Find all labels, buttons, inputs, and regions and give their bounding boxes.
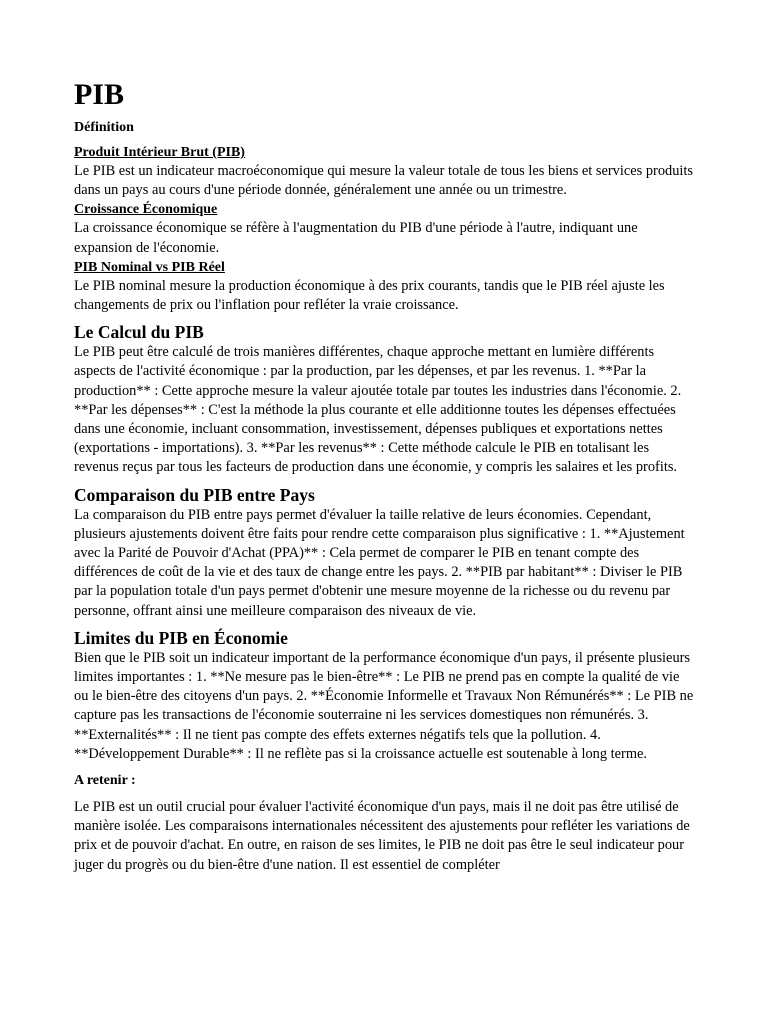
term-nominal-reel-text: Le PIB nominal mesure la production économique à des prix courants, tandis que le PIB réel ajuste les changements de prix ou l'inflation pour refléter la vraie croissance. bbox=[74, 277, 665, 314]
section-text-calcul: Le PIB peut être calculé de trois manières différentes, chaque approche mettant en lumière différents aspects de l'activité économique : par la production, par les dépenses, et par les revenus. 1. **Par la production** : Cette approche mesure la valeur ajoutée totale par toutes les industries dans l'économie. 2. **Par les dépenses** : C'est la méthode la plus courante et elle additionne toutes les dépenses effectuées dans une économie, incluant consommation, investissement, dépenses publiques et exportations nettes (exportations - importations). 3. **Par les revenus** : Cette méthode calcule le PIB en totalisant les revenus reçus par tous les facteurs de production dans une économie, y compris les salaires et les profits. bbox=[74, 344, 682, 476]
section-heading-limites: Limites du PIB en Économie bbox=[74, 627, 288, 648]
section-heading-comparaison: Comparaison du PIB entre Pays bbox=[74, 484, 315, 505]
term-nominal-reel: PIB Nominal vs PIB Réel bbox=[74, 259, 225, 275]
page-title: PIB bbox=[74, 78, 125, 111]
term-croissance: Croissance Économique bbox=[74, 202, 218, 218]
section-comparaison bbox=[74, 485, 696, 621]
definition-section bbox=[74, 119, 696, 315]
term-pib: Produit Intérieur Brut (PIB) bbox=[74, 145, 245, 160]
document-page bbox=[74, 78, 696, 875]
section-limites bbox=[74, 628, 696, 764]
retenir-heading: A retenir : bbox=[74, 773, 136, 789]
section-text-comparaison: La comparaison du PIB entre pays permet d'évaluer la taille relative de leurs économies. Cependant, plusieurs ajustements doivent être faits pour rendre cette comparaison plus significative : 1. **Ajustement avec la Parité de Pouvoir d'Achat (PPA)** : Cela permet de comparer le PIB en tenant compte des différences de coût de la vie et des taux de change entre les pays. 2. **PIB par habitant** : Diviser le PIB par la population totale d'un pays permet d'obtenir une mesure moyenne de la richesse ou du revenu par personne, offrant ainsi une meilleure comparaison des niveaux de vie. bbox=[74, 506, 685, 619]
term-pib-text: Le PIB est un indicateur macroéconomique qui mesure la valeur totale de tous les biens et services produits dans un pays au cours d'une période donnée, généralement une année ou un trimestre. bbox=[74, 163, 694, 199]
section-text-limites: Bien que le PIB soit un indicateur important de la performance économique d'un pays, il présente plusieurs limites importantes : 1. **Ne mesure pas le bien-être** : Le PIB ne prend pas en compte la qualité de vie ou le bien-être des citoyens d'un pays. 2. **Économie Informelle et Travaux Non Rémunérés** : Le PIB ne capture pas les transactions de l'économie souterraine ni les services domestiques non rémunérés. 3. **Externalités** : Il ne tient pas compte des effets externes négatifs tels que la pollution. 4. **Développement Durable** : Il ne reflète pas si la croissance actuelle est soutenable à long terme. bbox=[74, 649, 694, 762]
retenir-text: Le PIB est un outil crucial pour évaluer l'activité économique d'un pays, mais il ne doit pas être utilisé de manière isolée. Les comparaisons internationales nécessitent des ajustements pour refléter les variations de prix et de pouvoir d'achat. En outre, en raison de ses limites, le PIB ne doit pas être le seul indicateur pour juger du progrès ou du bien-être d'une nation. Il est essentiel de compléter bbox=[74, 799, 690, 873]
term-croissance-text: La croissance économique se réfère à l'augmentation du PIB d'une période à l'autre, indiquant une expansion de l'économie. bbox=[74, 220, 638, 256]
section-heading-calcul: Le Calcul du PIB bbox=[74, 322, 204, 343]
definition-heading: Définition bbox=[74, 120, 134, 135]
section-calcul bbox=[74, 322, 696, 477]
section-retenir bbox=[74, 772, 696, 875]
